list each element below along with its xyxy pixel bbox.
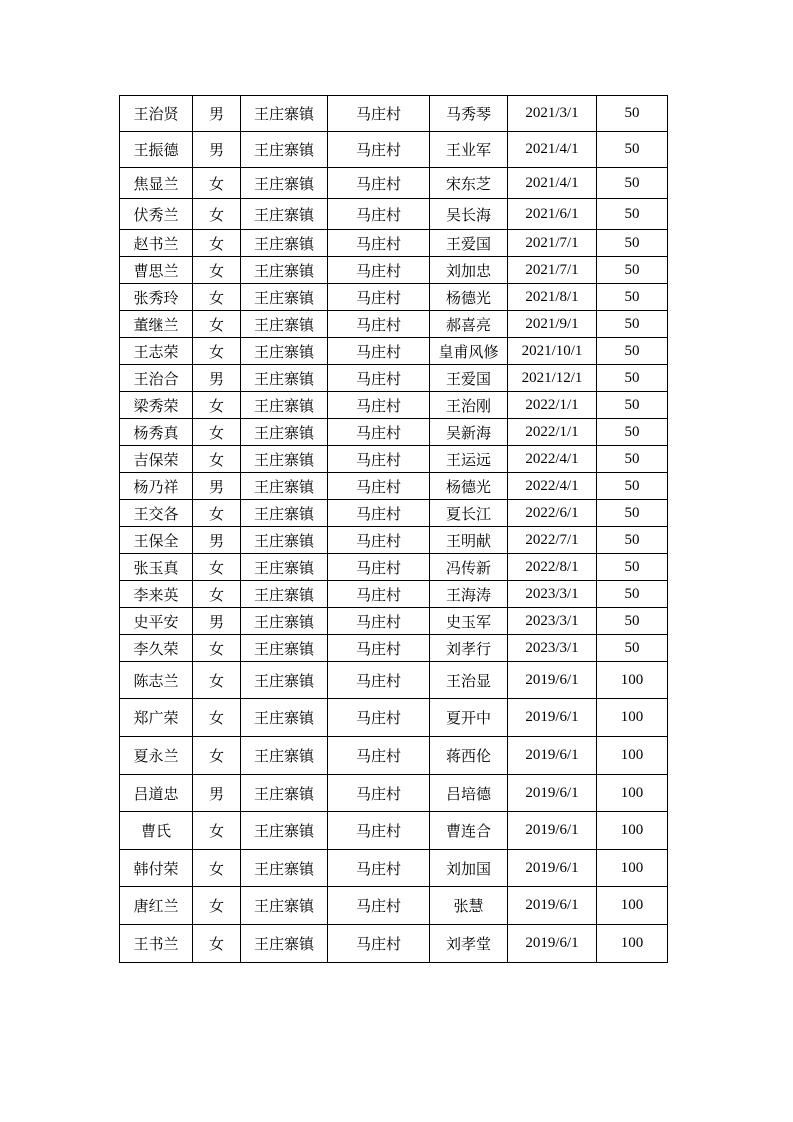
- village-cell: 马庄村: [328, 662, 430, 699]
- records-table: [119, 95, 668, 963]
- gender-cell: 女: [193, 812, 241, 850]
- gender-cell: 女: [193, 311, 241, 338]
- village-cell: 马庄村: [328, 168, 430, 199]
- date-cell: 2021/4/1: [508, 132, 597, 168]
- amount-cell: 50: [597, 199, 668, 230]
- contact-cell: 王治显: [430, 662, 508, 699]
- town-cell: 王庄寨镇: [241, 257, 328, 284]
- town-cell: 王庄寨镇: [241, 168, 328, 199]
- date-cell: 2019/6/1: [508, 775, 597, 812]
- date-cell: 2021/10/1: [508, 338, 597, 365]
- date-cell: 2019/6/1: [508, 737, 597, 775]
- village-cell: 马庄村: [328, 132, 430, 168]
- gender-cell: 男: [193, 473, 241, 500]
- amount-cell: 100: [597, 812, 668, 850]
- town-cell: 王庄寨镇: [241, 635, 328, 662]
- village-cell: 马庄村: [328, 96, 430, 132]
- date-cell: 2021/3/1: [508, 96, 597, 132]
- village-cell: 马庄村: [328, 338, 430, 365]
- village-cell: 马庄村: [328, 699, 430, 737]
- name-cell: 赵书兰: [120, 230, 193, 257]
- village-cell: 马庄村: [328, 737, 430, 775]
- contact-cell: 刘孝行: [430, 635, 508, 662]
- amount-cell: 50: [597, 311, 668, 338]
- table-row: [120, 812, 668, 850]
- gender-cell: 女: [193, 199, 241, 230]
- name-cell: 李来英: [120, 581, 193, 608]
- amount-cell: 100: [597, 887, 668, 925]
- date-cell: 2021/8/1: [508, 284, 597, 311]
- gender-cell: 女: [193, 887, 241, 925]
- table-row: [120, 699, 668, 737]
- name-cell: 焦显兰: [120, 168, 193, 199]
- date-cell: 2021/12/1: [508, 365, 597, 392]
- date-cell: 2022/6/1: [508, 500, 597, 527]
- contact-cell: 刘加国: [430, 850, 508, 887]
- name-cell: 吕道忠: [120, 775, 193, 812]
- town-cell: 王庄寨镇: [241, 473, 328, 500]
- town-cell: 王庄寨镇: [241, 662, 328, 699]
- date-cell: 2022/4/1: [508, 446, 597, 473]
- town-cell: 王庄寨镇: [241, 850, 328, 887]
- gender-cell: 女: [193, 230, 241, 257]
- date-cell: 2021/7/1: [508, 257, 597, 284]
- name-cell: 吉保荣: [120, 446, 193, 473]
- town-cell: 王庄寨镇: [241, 311, 328, 338]
- date-cell: 2022/7/1: [508, 527, 597, 554]
- town-cell: 王庄寨镇: [241, 737, 328, 775]
- gender-cell: 女: [193, 284, 241, 311]
- amount-cell: 50: [597, 168, 668, 199]
- table-row: [120, 257, 668, 284]
- date-cell: 2021/9/1: [508, 311, 597, 338]
- gender-cell: 女: [193, 635, 241, 662]
- amount-cell: 50: [597, 473, 668, 500]
- gender-cell: 男: [193, 365, 241, 392]
- contact-cell: 皇甫风修: [430, 338, 508, 365]
- name-cell: 曹思兰: [120, 257, 193, 284]
- gender-cell: 女: [193, 168, 241, 199]
- amount-cell: 50: [597, 581, 668, 608]
- name-cell: 郑广荣: [120, 699, 193, 737]
- contact-cell: 吴新海: [430, 419, 508, 446]
- table-row: [120, 500, 668, 527]
- date-cell: 2021/6/1: [508, 199, 597, 230]
- village-cell: 马庄村: [328, 554, 430, 581]
- village-cell: 马庄村: [328, 284, 430, 311]
- village-cell: 马庄村: [328, 812, 430, 850]
- contact-cell: 王运远: [430, 446, 508, 473]
- contact-cell: 张慧: [430, 887, 508, 925]
- village-cell: 马庄村: [328, 392, 430, 419]
- village-cell: 马庄村: [328, 887, 430, 925]
- contact-cell: 王业军: [430, 132, 508, 168]
- name-cell: 夏永兰: [120, 737, 193, 775]
- amount-cell: 50: [597, 338, 668, 365]
- contact-cell: 王爱国: [430, 230, 508, 257]
- town-cell: 王庄寨镇: [241, 775, 328, 812]
- town-cell: 王庄寨镇: [241, 812, 328, 850]
- contact-cell: 王治刚: [430, 392, 508, 419]
- table-row: [120, 132, 668, 168]
- name-cell: 王治合: [120, 365, 193, 392]
- table-row: [120, 662, 668, 699]
- name-cell: 唐红兰: [120, 887, 193, 925]
- name-cell: 董继兰: [120, 311, 193, 338]
- gender-cell: 女: [193, 737, 241, 775]
- date-cell: 2023/3/1: [508, 635, 597, 662]
- table-row: [120, 392, 668, 419]
- town-cell: 王庄寨镇: [241, 925, 328, 963]
- table-row: [120, 446, 668, 473]
- table-row: [120, 365, 668, 392]
- date-cell: 2021/7/1: [508, 230, 597, 257]
- table-row: [120, 775, 668, 812]
- contact-cell: 杨德光: [430, 473, 508, 500]
- village-cell: 马庄村: [328, 775, 430, 812]
- amount-cell: 50: [597, 635, 668, 662]
- table-row: [120, 311, 668, 338]
- village-cell: 马庄村: [328, 311, 430, 338]
- date-cell: 2021/4/1: [508, 168, 597, 199]
- town-cell: 王庄寨镇: [241, 581, 328, 608]
- name-cell: 王保全: [120, 527, 193, 554]
- table-row: [120, 96, 668, 132]
- contact-cell: 宋东芝: [430, 168, 508, 199]
- amount-cell: 50: [597, 230, 668, 257]
- gender-cell: 女: [193, 850, 241, 887]
- village-cell: 马庄村: [328, 257, 430, 284]
- name-cell: 杨乃祥: [120, 473, 193, 500]
- contact-cell: 马秀琴: [430, 96, 508, 132]
- date-cell: 2023/3/1: [508, 608, 597, 635]
- date-cell: 2022/1/1: [508, 392, 597, 419]
- date-cell: 2019/6/1: [508, 850, 597, 887]
- contact-cell: 杨德光: [430, 284, 508, 311]
- table-row: [120, 527, 668, 554]
- table-row: [120, 887, 668, 925]
- amount-cell: 50: [597, 500, 668, 527]
- table-row: [120, 925, 668, 963]
- amount-cell: 100: [597, 775, 668, 812]
- amount-cell: 50: [597, 132, 668, 168]
- amount-cell: 50: [597, 419, 668, 446]
- table-row: [120, 850, 668, 887]
- amount-cell: 50: [597, 257, 668, 284]
- contact-cell: 吕培德: [430, 775, 508, 812]
- contact-cell: 郝喜亮: [430, 311, 508, 338]
- amount-cell: 100: [597, 925, 668, 963]
- gender-cell: 女: [193, 338, 241, 365]
- contact-cell: 史玉军: [430, 608, 508, 635]
- contact-cell: 王明献: [430, 527, 508, 554]
- table-row: [120, 635, 668, 662]
- name-cell: 王振德: [120, 132, 193, 168]
- name-cell: 王交各: [120, 500, 193, 527]
- village-cell: 马庄村: [328, 850, 430, 887]
- gender-cell: 女: [193, 257, 241, 284]
- village-cell: 马庄村: [328, 365, 430, 392]
- gender-cell: 男: [193, 96, 241, 132]
- amount-cell: 50: [597, 608, 668, 635]
- name-cell: 史平安: [120, 608, 193, 635]
- town-cell: 王庄寨镇: [241, 527, 328, 554]
- contact-cell: 王海涛: [430, 581, 508, 608]
- town-cell: 王庄寨镇: [241, 419, 328, 446]
- name-cell: 张玉真: [120, 554, 193, 581]
- table-row: [120, 608, 668, 635]
- contact-cell: 曹连合: [430, 812, 508, 850]
- date-cell: 2019/6/1: [508, 812, 597, 850]
- table-row: [120, 473, 668, 500]
- name-cell: 韩付荣: [120, 850, 193, 887]
- village-cell: 马庄村: [328, 635, 430, 662]
- date-cell: 2022/1/1: [508, 419, 597, 446]
- town-cell: 王庄寨镇: [241, 132, 328, 168]
- village-cell: 马庄村: [328, 230, 430, 257]
- contact-cell: 夏开中: [430, 699, 508, 737]
- table-row: [120, 554, 668, 581]
- date-cell: 2023/3/1: [508, 581, 597, 608]
- gender-cell: 女: [193, 446, 241, 473]
- village-cell: 马庄村: [328, 608, 430, 635]
- gender-cell: 男: [193, 527, 241, 554]
- table-row: [120, 419, 668, 446]
- gender-cell: 女: [193, 662, 241, 699]
- name-cell: 王志荣: [120, 338, 193, 365]
- date-cell: 2022/4/1: [508, 473, 597, 500]
- contact-cell: 冯传新: [430, 554, 508, 581]
- table-row: [120, 338, 668, 365]
- town-cell: 王庄寨镇: [241, 887, 328, 925]
- village-cell: 马庄村: [328, 199, 430, 230]
- contact-cell: 蒋西伦: [430, 737, 508, 775]
- town-cell: 王庄寨镇: [241, 699, 328, 737]
- table-row: [120, 581, 668, 608]
- town-cell: 王庄寨镇: [241, 199, 328, 230]
- name-cell: 伏秀兰: [120, 199, 193, 230]
- amount-cell: 50: [597, 554, 668, 581]
- date-cell: 2019/6/1: [508, 662, 597, 699]
- contact-cell: 刘加忠: [430, 257, 508, 284]
- name-cell: 陈志兰: [120, 662, 193, 699]
- amount-cell: 50: [597, 365, 668, 392]
- name-cell: 王治贤: [120, 96, 193, 132]
- name-cell: 曹氏: [120, 812, 193, 850]
- gender-cell: 女: [193, 699, 241, 737]
- town-cell: 王庄寨镇: [241, 392, 328, 419]
- table-row: [120, 284, 668, 311]
- name-cell: 李久荣: [120, 635, 193, 662]
- contact-cell: 王爱国: [430, 365, 508, 392]
- village-cell: 马庄村: [328, 500, 430, 527]
- gender-cell: 男: [193, 608, 241, 635]
- amount-cell: 50: [597, 527, 668, 554]
- gender-cell: 男: [193, 775, 241, 812]
- town-cell: 王庄寨镇: [241, 608, 328, 635]
- town-cell: 王庄寨镇: [241, 96, 328, 132]
- amount-cell: 50: [597, 446, 668, 473]
- table-row: [120, 199, 668, 230]
- gender-cell: 女: [193, 500, 241, 527]
- town-cell: 王庄寨镇: [241, 230, 328, 257]
- amount-cell: 50: [597, 392, 668, 419]
- contact-cell: 吴长海: [430, 199, 508, 230]
- amount-cell: 100: [597, 662, 668, 699]
- village-cell: 马庄村: [328, 527, 430, 554]
- gender-cell: 女: [193, 554, 241, 581]
- gender-cell: 女: [193, 925, 241, 963]
- date-cell: 2019/6/1: [508, 699, 597, 737]
- amount-cell: 50: [597, 96, 668, 132]
- date-cell: 2019/6/1: [508, 887, 597, 925]
- village-cell: 马庄村: [328, 925, 430, 963]
- village-cell: 马庄村: [328, 581, 430, 608]
- village-cell: 马庄村: [328, 473, 430, 500]
- amount-cell: 100: [597, 699, 668, 737]
- gender-cell: 女: [193, 392, 241, 419]
- name-cell: 梁秀荣: [120, 392, 193, 419]
- table-row: [120, 168, 668, 199]
- name-cell: 张秀玲: [120, 284, 193, 311]
- gender-cell: 女: [193, 419, 241, 446]
- gender-cell: 男: [193, 132, 241, 168]
- town-cell: 王庄寨镇: [241, 365, 328, 392]
- contact-cell: 夏长江: [430, 500, 508, 527]
- amount-cell: 100: [597, 737, 668, 775]
- contact-cell: 刘孝堂: [430, 925, 508, 963]
- gender-cell: 女: [193, 581, 241, 608]
- town-cell: 王庄寨镇: [241, 500, 328, 527]
- town-cell: 王庄寨镇: [241, 446, 328, 473]
- date-cell: 2022/8/1: [508, 554, 597, 581]
- town-cell: 王庄寨镇: [241, 338, 328, 365]
- town-cell: 王庄寨镇: [241, 554, 328, 581]
- date-cell: 2019/6/1: [508, 925, 597, 963]
- village-cell: 马庄村: [328, 446, 430, 473]
- village-cell: 马庄村: [328, 419, 430, 446]
- amount-cell: 50: [597, 284, 668, 311]
- records-body: [120, 96, 668, 963]
- amount-cell: 100: [597, 850, 668, 887]
- town-cell: 王庄寨镇: [241, 284, 328, 311]
- name-cell: 杨秀真: [120, 419, 193, 446]
- name-cell: 王书兰: [120, 925, 193, 963]
- table-row: [120, 230, 668, 257]
- table-row: [120, 737, 668, 775]
